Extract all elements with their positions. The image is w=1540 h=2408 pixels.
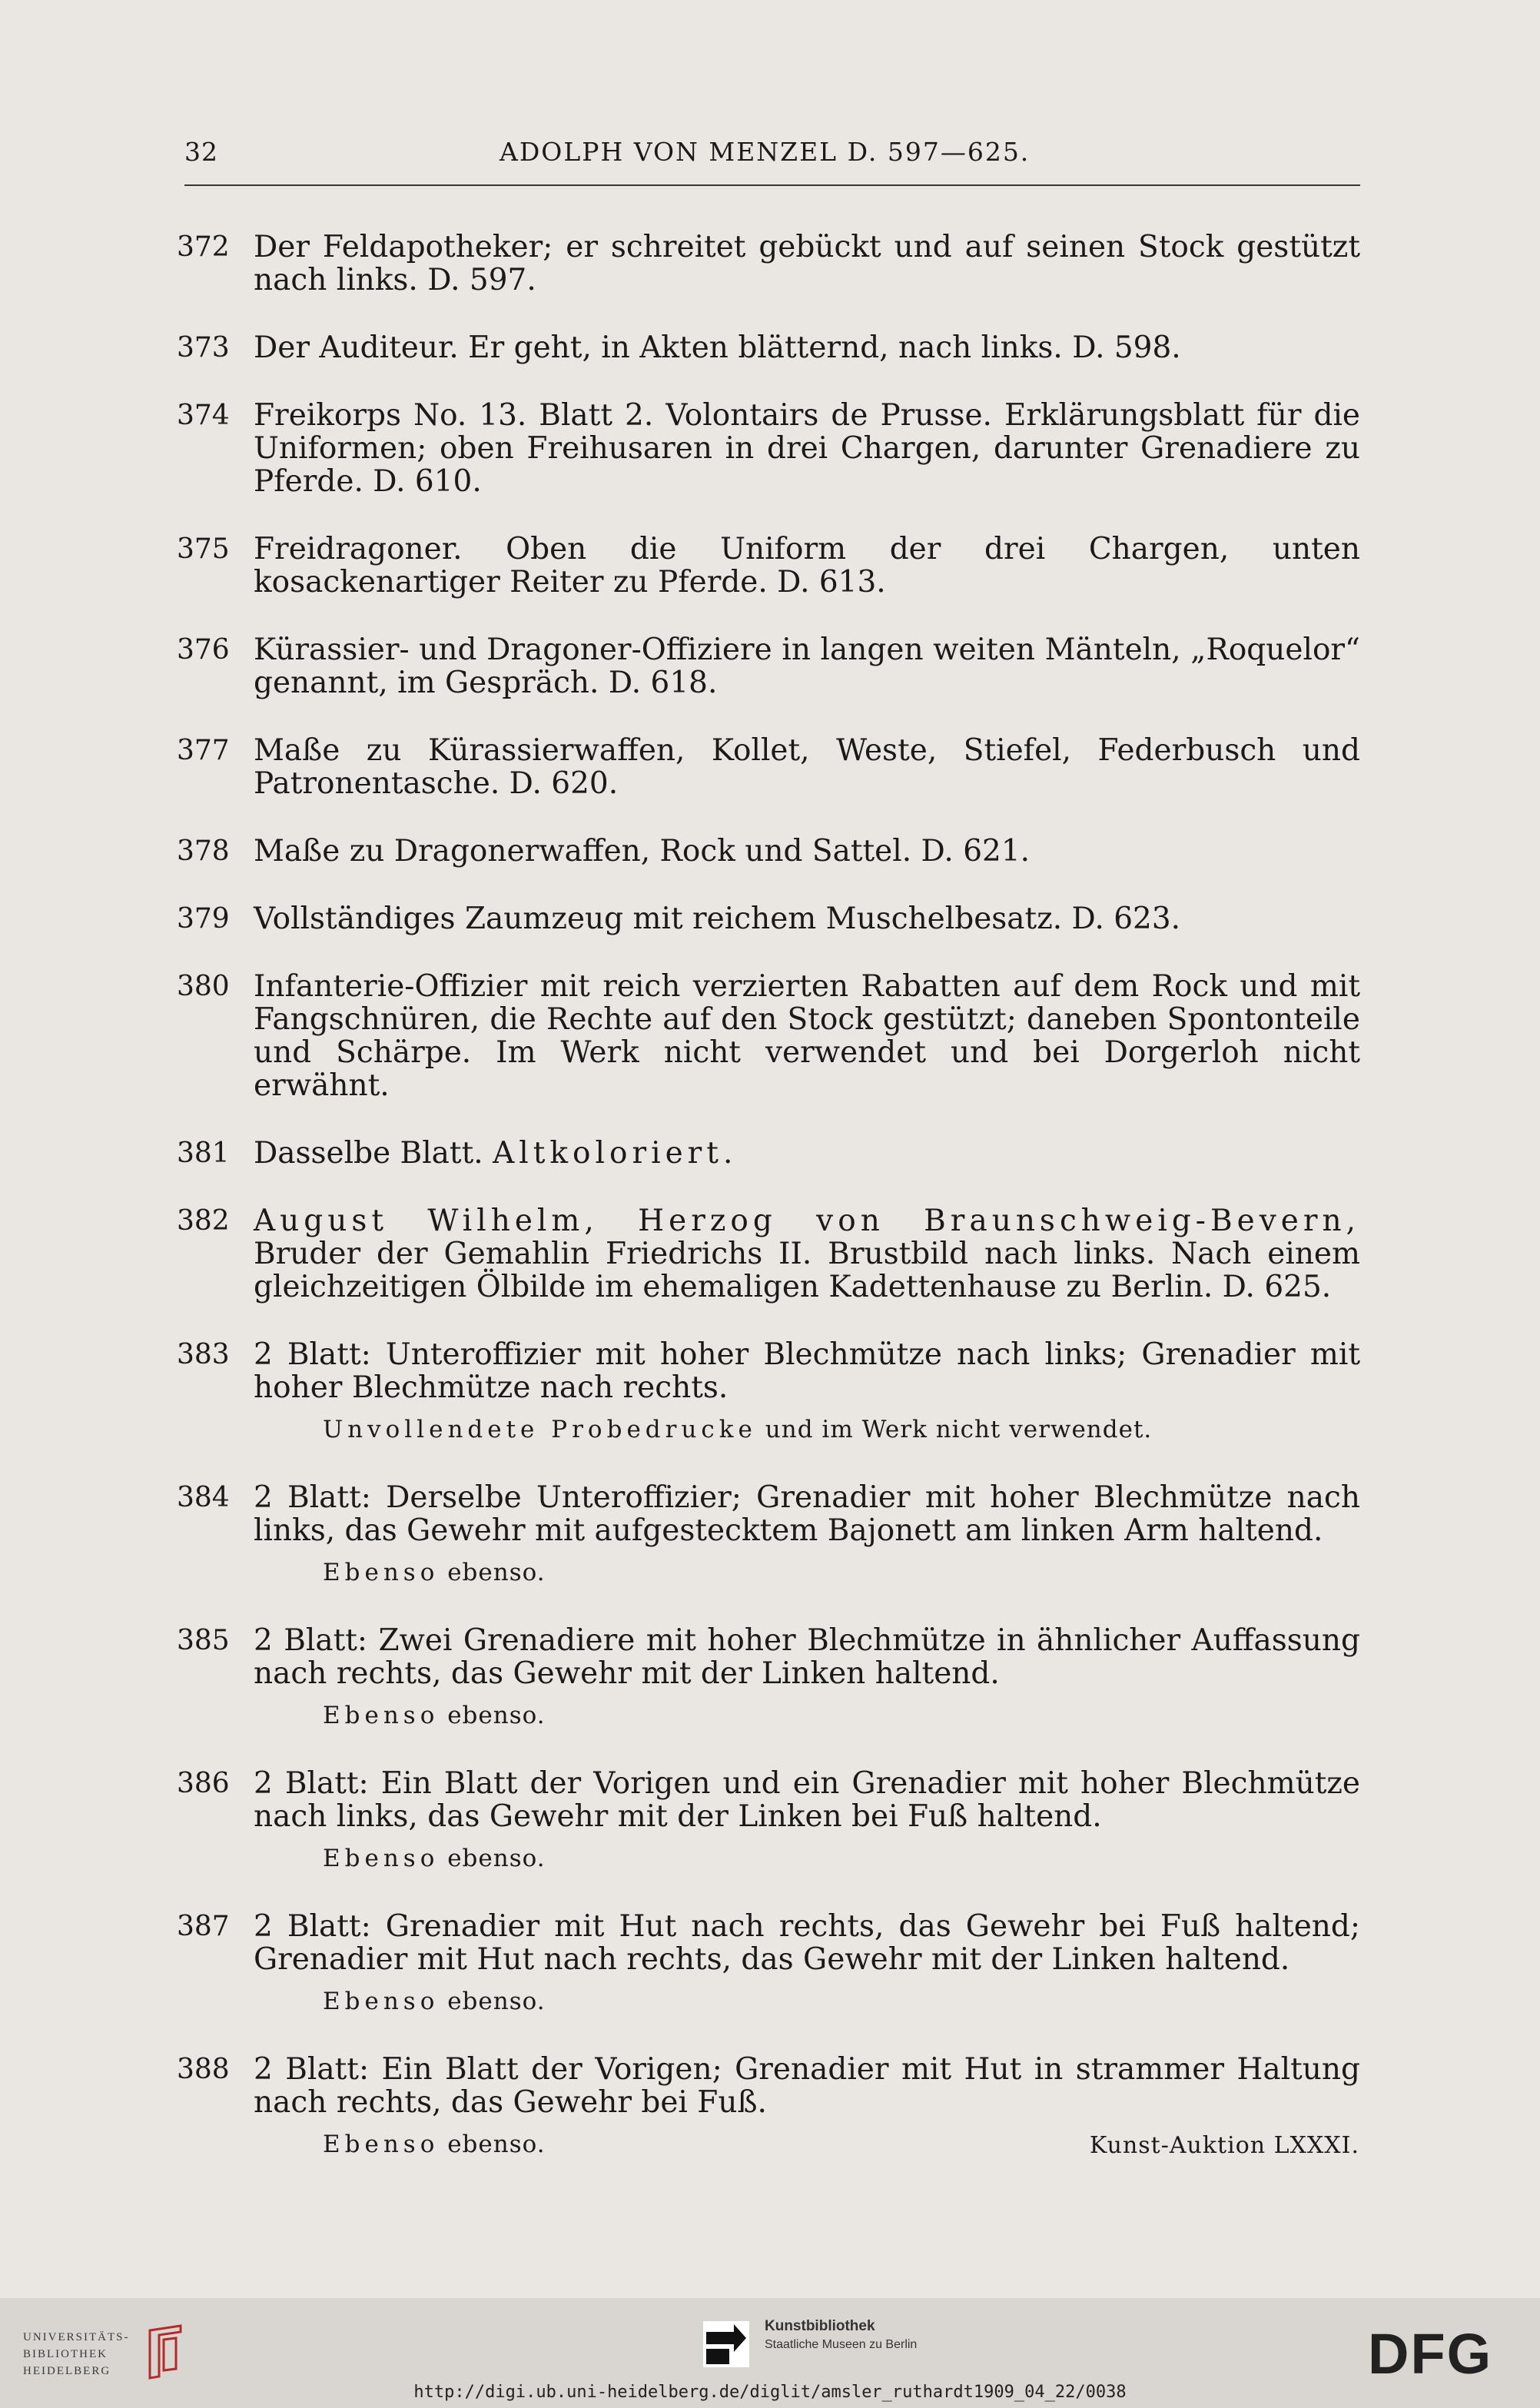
entry-text bbox=[254, 533, 1360, 599]
entry-number: 383 bbox=[177, 1339, 230, 1370]
running-header bbox=[184, 137, 1360, 175]
catalog-entry bbox=[177, 331, 1360, 364]
entry-text bbox=[254, 835, 1360, 868]
entry-number: 379 bbox=[177, 903, 230, 935]
entry-note-spaced: Ebenso bbox=[323, 1988, 440, 2015]
entry-body: Infanterie-Offizier mit reich verzierten Rabatten auf dem Rock und mit Fangschnüren, die Rechte auf den Stock gestützt; daneben Spontonteile und Schärpe. Im Werk nicht verwendet und bei Dorgerloh nicht erwähnt. bbox=[254, 969, 1360, 1103]
entry-note-rest: und im Werk nicht verwendet. bbox=[756, 1416, 1153, 1443]
entry-note bbox=[254, 1556, 1360, 1589]
entry-note-rest: ebenso. bbox=[439, 1845, 546, 1872]
entry-text bbox=[254, 734, 1360, 800]
entry-text bbox=[254, 1137, 1360, 1170]
catalog-entry bbox=[177, 1910, 1360, 2018]
entry-note-rest: ebenso. bbox=[439, 1559, 546, 1586]
entry-body: 2 Blatt: Derselbe Unteroffizier; Grenadier mit hoher Blechmütze nach links, das Gewehr mit aufgestecktem Bajonett am linken Arm haltend. bbox=[254, 1480, 1360, 1548]
entry-text bbox=[254, 1624, 1360, 1690]
entry-number: 375 bbox=[177, 533, 230, 565]
entry-text bbox=[254, 399, 1360, 498]
entry-note-spaced: Ebenso bbox=[323, 1845, 440, 1872]
entry-number: 388 bbox=[177, 2054, 230, 2085]
catalog-entry bbox=[177, 902, 1360, 935]
catalog-entry bbox=[177, 1481, 1360, 1589]
entry-body: Freikorps No. 13. Blatt 2. Volontairs de Prusse. Erklärungsblatt für die Uniformen; oben Freihusaren in drei Chargen, darunter Grenadiere zu Pferde. D. 610. bbox=[254, 398, 1360, 499]
entry-number: 377 bbox=[177, 735, 230, 766]
catalog-entries bbox=[177, 231, 1360, 2196]
entry-body: Kürassier- und Dragoner-Offiziere in langen weiten Mänteln, „Roquelor“ genannt, im Gespräch. D. 618. bbox=[254, 633, 1360, 700]
entry-body: 2 Blatt: Unteroffizier mit hoher Blechmütze nach links; Grenadier mit hoher Blechmütze nach rechts. bbox=[254, 1337, 1360, 1405]
entry-number: 386 bbox=[177, 1768, 230, 1799]
entry-body: 2 Blatt: Grenadier mit Hut nach rechts, das Gewehr bei Fuß haltend; Grenadier mit Hut nach rechts, das Gewehr mit der Linken haltend. bbox=[254, 1909, 1360, 1977]
kunstbibliothek-logo-icon[interactable] bbox=[703, 2321, 749, 2367]
entry-text bbox=[254, 1481, 1360, 1547]
entry-text bbox=[254, 1767, 1360, 1833]
entry-text bbox=[254, 231, 1360, 297]
entry-note-rest: ebenso. bbox=[439, 2131, 546, 2158]
entry-spaced: Altkoloriert. bbox=[493, 1136, 738, 1171]
entry-number: 384 bbox=[177, 1482, 230, 1513]
entry-note bbox=[254, 1842, 1360, 1875]
ub-heidelberg-text bbox=[23, 2329, 130, 2380]
catalog-entry bbox=[177, 1204, 1360, 1304]
entry-number: 385 bbox=[177, 1625, 230, 1656]
catalog-entry bbox=[177, 1137, 1360, 1170]
catalog-entry bbox=[177, 399, 1360, 498]
ub-line-2: BIBLIOTHEK bbox=[23, 2348, 108, 2360]
entry-body: Bruder der Gemahlin Friedrichs II. Brustbild nach links. Nach einem gleichzeitigen Ölbilde im ehemaligen Kadettenhause zu Berlin. D. 625. bbox=[254, 1237, 1360, 1304]
dfg-logo[interactable]: DFG bbox=[1368, 2322, 1493, 2386]
entry-body: Der Feldapotheker; er schreitet gebückt und auf seinen Stock gestützt nach links. D. 597. bbox=[254, 230, 1360, 297]
entry-note-rest: ebenso. bbox=[439, 1702, 546, 1729]
ub-line-1: UNIVERSITÄTS- bbox=[23, 2331, 130, 2343]
entry-note bbox=[254, 1985, 1360, 2018]
entry-number: 380 bbox=[177, 971, 230, 1002]
entry-note-spaced: Ebenso bbox=[323, 2131, 440, 2158]
entry-note-spaced: Ebenso bbox=[323, 1702, 440, 1729]
entry-text bbox=[254, 2053, 1360, 2119]
ub-line-3: HEIDELBERG bbox=[23, 2365, 111, 2377]
entry-text bbox=[254, 633, 1360, 699]
auction-footer: Kunst-Auktion LXXXI. bbox=[1089, 2132, 1359, 2159]
catalog-entry bbox=[177, 970, 1360, 1102]
entry-body: Maße zu Dragonerwaffen, Rock und Sattel. D. 621. bbox=[254, 834, 1031, 869]
catalog-entry bbox=[177, 734, 1360, 800]
header-rule bbox=[184, 184, 1360, 186]
entry-number: 382 bbox=[177, 1205, 230, 1237]
catalog-entry bbox=[177, 835, 1360, 868]
catalog-entry bbox=[177, 1624, 1360, 1732]
entry-spaced-lead: August Wilhelm, Herzog von Braunschweig-Bevern, bbox=[254, 1204, 1360, 1238]
entry-body: Vollständiges Zaumzeug mit reichem Muschelbesatz. D. 623. bbox=[254, 902, 1181, 936]
entry-text bbox=[254, 331, 1360, 364]
entry-body: Freidragoner. Oben die Uniform der drei Chargen, unten kosackenartiger Reiter zu Pferde. D. 613. bbox=[254, 532, 1360, 600]
entry-text bbox=[254, 970, 1360, 1102]
entry-number: 373 bbox=[177, 332, 230, 364]
entry-body: Der Auditeur. Er geht, in Akten blätternd, nach links. D. 598. bbox=[254, 330, 1181, 365]
entry-number: 381 bbox=[177, 1138, 230, 1169]
entry-number: 376 bbox=[177, 634, 230, 666]
entry-text bbox=[254, 1910, 1360, 1976]
entry-body: 2 Blatt: Ein Blatt der Vorigen und ein Grenadier mit hoher Blechmütze nach links, das Gewehr mit der Linken bei Fuß haltend. bbox=[254, 1766, 1360, 1834]
page-title: ADOLPH VON MENZEL D. 597—625. bbox=[500, 137, 1031, 167]
catalog-entry bbox=[177, 231, 1360, 297]
kb-line-2: Staatliche Museen zu Berlin bbox=[765, 2338, 918, 2351]
entry-note bbox=[254, 1413, 1360, 1446]
entry-note-spaced: Unvollendete Probedrucke bbox=[323, 1416, 757, 1443]
ub-heidelberg-logo-icon[interactable] bbox=[142, 2323, 188, 2383]
entry-text bbox=[254, 1338, 1360, 1404]
entry-note bbox=[254, 1699, 1360, 1732]
kb-line-1: Kunstbibliothek bbox=[765, 2318, 875, 2334]
kunstbibliothek-text bbox=[765, 2318, 917, 2352]
entry-note-rest: ebenso. bbox=[439, 1988, 546, 2015]
permalink-url[interactable]: http://digi.ub.uni-heidelberg.de/diglit/amsler_ruthardt1909_04_22/0038 bbox=[413, 2383, 1127, 2402]
entry-text bbox=[254, 902, 1360, 935]
entry-note-spaced: Ebenso bbox=[323, 1559, 440, 1586]
entry-number: 374 bbox=[177, 400, 230, 431]
entry-number: 387 bbox=[177, 1911, 230, 1942]
catalog-entry bbox=[177, 1338, 1360, 1446]
catalog-entry bbox=[177, 633, 1360, 699]
entry-body: Maße zu Kürassierwaffen, Kollet, Weste, Stiefel, Federbusch und Patronentasche. D. 620. bbox=[254, 733, 1360, 801]
entry-text bbox=[254, 1204, 1360, 1304]
catalog-entry bbox=[177, 1767, 1360, 1875]
entry-body: 2 Blatt: Ein Blatt der Vorigen; Grenadier mit Hut in strammer Haltung nach rechts, das Gewehr bei Fuß. bbox=[254, 2052, 1360, 2120]
catalog-entry bbox=[177, 533, 1360, 599]
entry-body: 2 Blatt: Zwei Grenadiere mit hoher Blechmütze in ähnlicher Auffassung nach rechts, das Gewehr mit der Linken haltend. bbox=[254, 1623, 1360, 1691]
entry-number: 378 bbox=[177, 835, 230, 867]
entry-number: 372 bbox=[177, 231, 230, 263]
entry-body: Dasselbe Blatt. bbox=[254, 1136, 493, 1171]
page-number: 32 bbox=[184, 137, 218, 167]
